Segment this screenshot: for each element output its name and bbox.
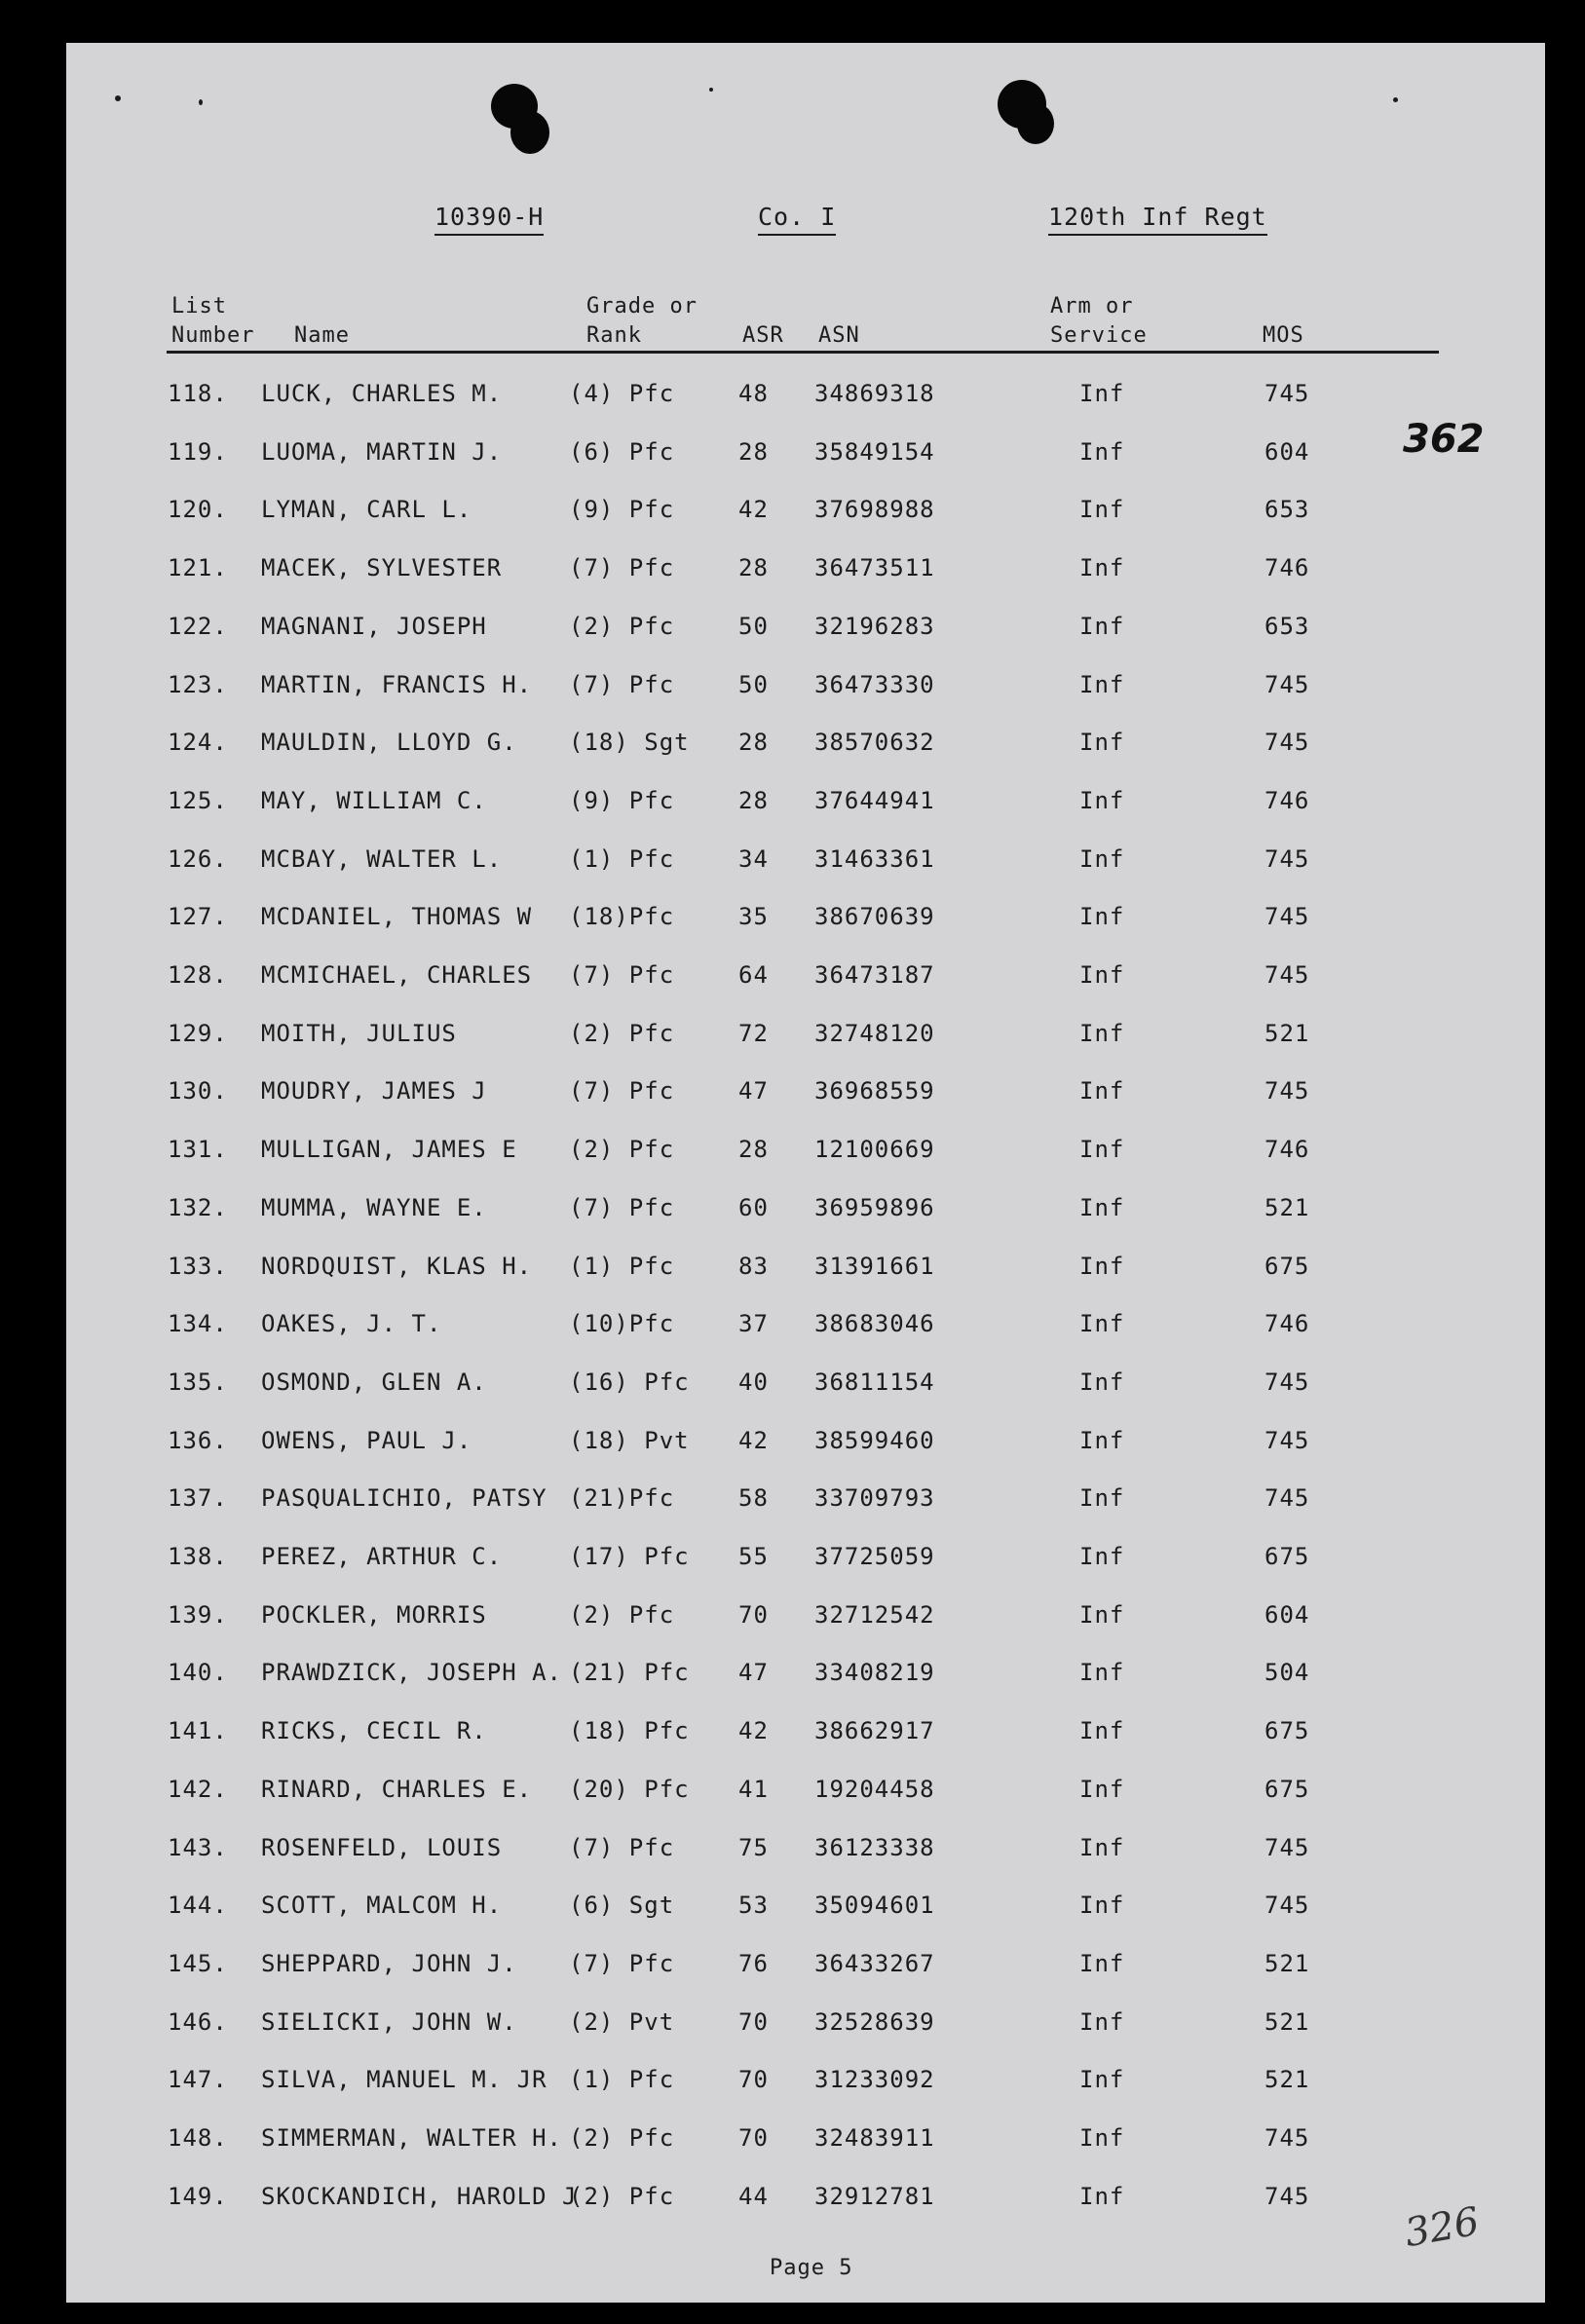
- cell-list-number: 145.: [168, 1949, 228, 1977]
- cell-list-number: 140.: [168, 1659, 228, 1687]
- cell-list-number: 146.: [168, 2007, 228, 2036]
- cell-name: MCMICHAEL, CHARLES: [261, 961, 533, 989]
- cell-name: SIELICKI, JOHN W.: [261, 2007, 517, 2036]
- cell-asr: 53: [738, 1892, 769, 1920]
- table-row: [0, 2066, 1585, 2105]
- cell-arm-service: Inf: [1079, 1426, 1125, 1454]
- speck: [199, 99, 203, 105]
- cell-mos: 675: [1264, 1543, 1310, 1570]
- cell-asr: 28: [738, 437, 769, 466]
- cell-mos: 745: [1264, 1484, 1310, 1513]
- cell-arm-service: Inf: [1079, 380, 1125, 407]
- col-list-number: List Number: [171, 294, 255, 348]
- table-row: [0, 1427, 1585, 1466]
- cell-name: MULLIGAN, JAMES E: [261, 1136, 517, 1164]
- cell-list-number: 135.: [168, 1368, 228, 1396]
- cell-asn: 31391661: [814, 1252, 935, 1280]
- cell-name: MACEK, SYLVESTER: [261, 554, 503, 582]
- table-row: [0, 845, 1585, 884]
- cell-asr: 41: [738, 1775, 769, 1803]
- cell-mos: 745: [1264, 1368, 1310, 1396]
- table-row: [0, 1892, 1585, 1930]
- table-row: [0, 1077, 1585, 1116]
- cell-mos: 745: [1264, 670, 1310, 698]
- cell-asn: 38683046: [814, 1310, 935, 1338]
- cell-arm-service: Inf: [1079, 1949, 1125, 1977]
- cell-mos: 653: [1264, 496, 1310, 524]
- cell-asn: 32912781: [814, 2182, 935, 2210]
- cell-grade: (18) Pfc: [569, 1717, 690, 1745]
- cell-asn: 36473330: [814, 670, 935, 698]
- cell-arm-service: Inf: [1079, 1543, 1125, 1570]
- cell-mos: 745: [1264, 1426, 1310, 1454]
- cell-arm-service: Inf: [1079, 1193, 1125, 1221]
- cell-arm-service: Inf: [1079, 612, 1125, 640]
- cell-arm-service: Inf: [1079, 2124, 1125, 2152]
- cell-mos: 745: [1264, 1833, 1310, 1861]
- cell-name: OSMOND, GLEN A.: [261, 1368, 487, 1396]
- cell-name: LYMAN, CARL L.: [261, 496, 472, 524]
- cell-asn: 32528639: [814, 2007, 935, 2036]
- cell-asn: 36433267: [814, 1949, 935, 1977]
- cell-asn: 36968559: [814, 1077, 935, 1106]
- cell-asr: 50: [738, 612, 769, 640]
- table-row: [0, 613, 1585, 652]
- cell-name: MARTIN, FRANCIS H.: [261, 670, 533, 698]
- cell-grade: (20) Pfc: [569, 1775, 690, 1803]
- cell-asn: 33408219: [814, 1659, 935, 1687]
- cell-grade: (17) Pfc: [569, 1543, 690, 1570]
- cell-asn: 31463361: [814, 844, 935, 873]
- table-row: [0, 1136, 1585, 1175]
- cell-grade: (2) Pfc: [569, 612, 675, 640]
- cell-list-number: 127.: [168, 903, 228, 931]
- table-row: [0, 2124, 1585, 2163]
- cell-mos: 746: [1264, 1310, 1310, 1338]
- table-row: [0, 1194, 1585, 1233]
- cell-asr: 42: [738, 496, 769, 524]
- cell-asr: 70: [738, 2066, 769, 2094]
- cell-asn: 36959896: [814, 1193, 935, 1221]
- cell-name: SCOTT, MALCOM H.: [261, 1892, 503, 1920]
- table-row: [0, 671, 1585, 710]
- cell-list-number: 125.: [168, 786, 228, 814]
- cell-grade: (4) Pfc: [569, 380, 675, 407]
- table-row: [0, 554, 1585, 593]
- cell-mos: 521: [1264, 2007, 1310, 2036]
- cell-grade: (7) Pfc: [569, 1833, 675, 1861]
- cell-arm-service: Inf: [1079, 2182, 1125, 2210]
- cell-list-number: 132.: [168, 1193, 228, 1221]
- cell-mos: 521: [1264, 1019, 1310, 1047]
- table-row: [0, 2183, 1585, 2222]
- col-asr: ASR: [742, 323, 784, 348]
- cell-asn: 34869318: [814, 380, 935, 407]
- cell-list-number: 149.: [168, 2182, 228, 2210]
- cell-mos: 675: [1264, 1717, 1310, 1745]
- speck: [709, 88, 713, 92]
- cell-asn: 37725059: [814, 1543, 935, 1570]
- cell-grade: (1) Pfc: [569, 1252, 675, 1280]
- cell-arm-service: Inf: [1079, 1775, 1125, 1803]
- cell-mos: 745: [1264, 961, 1310, 989]
- cell-name: NORDQUIST, KLAS H.: [261, 1252, 533, 1280]
- cell-name: SILVA, MANUEL M. JR: [261, 2066, 547, 2094]
- cell-arm-service: Inf: [1079, 1368, 1125, 1396]
- cell-asn: 38662917: [814, 1717, 935, 1745]
- page-footer: Page 5: [770, 2256, 853, 2280]
- cell-arm-service: Inf: [1079, 1484, 1125, 1513]
- table-row: [0, 1368, 1585, 1407]
- cell-name: MCDANIEL, THOMAS W: [261, 903, 533, 931]
- cell-grade: (7) Pfc: [569, 670, 675, 698]
- cell-grade: (7) Pfc: [569, 1193, 675, 1221]
- cell-name: MUMMA, WAYNE E.: [261, 1193, 487, 1221]
- cell-asn: 35094601: [814, 1892, 935, 1920]
- table-row: [0, 787, 1585, 826]
- cell-list-number: 118.: [168, 380, 228, 407]
- cell-asn: 19204458: [814, 1775, 935, 1803]
- cell-asr: 50: [738, 670, 769, 698]
- cell-list-number: 147.: [168, 2066, 228, 2094]
- cell-asr: 60: [738, 1193, 769, 1221]
- file-number: 10390-H: [434, 203, 544, 236]
- cell-arm-service: Inf: [1079, 786, 1125, 814]
- cell-name: ROSENFELD, LOUIS: [261, 1833, 503, 1861]
- cell-asr: 28: [738, 1136, 769, 1164]
- cell-arm-service: Inf: [1079, 496, 1125, 524]
- cell-list-number: 124.: [168, 729, 228, 757]
- cell-asn: 31233092: [814, 2066, 935, 2094]
- cell-arm-service: Inf: [1079, 1600, 1125, 1629]
- table-row: [0, 1834, 1585, 1873]
- cell-asr: 28: [738, 729, 769, 757]
- cell-list-number: 126.: [168, 844, 228, 873]
- cell-mos: 746: [1264, 1136, 1310, 1164]
- cell-grade: (6) Sgt: [569, 1892, 675, 1920]
- cell-list-number: 133.: [168, 1252, 228, 1280]
- table-row: [0, 1776, 1585, 1815]
- cell-arm-service: Inf: [1079, 2007, 1125, 2036]
- cell-asr: 40: [738, 1368, 769, 1396]
- cell-mos: 521: [1264, 1193, 1310, 1221]
- col-name: Name: [294, 323, 350, 348]
- cell-asn: 37698988: [814, 496, 935, 524]
- cell-grade: (7) Pfc: [569, 961, 675, 989]
- cell-list-number: 141.: [168, 1717, 228, 1745]
- cell-arm-service: Inf: [1079, 670, 1125, 698]
- cell-asr: 76: [738, 1949, 769, 1977]
- cell-list-number: 130.: [168, 1077, 228, 1106]
- cell-mos: 675: [1264, 1775, 1310, 1803]
- cell-asn: 37644941: [814, 786, 935, 814]
- table-row: [0, 496, 1585, 535]
- col-arm: Arm or Service: [1050, 294, 1148, 348]
- cell-asr: 55: [738, 1543, 769, 1570]
- table-row: [0, 380, 1585, 419]
- cell-asr: 83: [738, 1252, 769, 1280]
- table-row: [0, 1020, 1585, 1059]
- cell-mos: 745: [1264, 903, 1310, 931]
- cell-grade: (2) Pvt: [569, 2007, 675, 2036]
- cell-grade: (21) Pfc: [569, 1659, 690, 1687]
- cell-grade: (18) Pvt: [569, 1426, 690, 1454]
- table-row: [0, 2008, 1585, 2047]
- header-rule: [167, 351, 1439, 354]
- cell-grade: (7) Pfc: [569, 554, 675, 582]
- cell-mos: 745: [1264, 2124, 1310, 2152]
- cell-list-number: 138.: [168, 1543, 228, 1570]
- cell-name: MOITH, JULIUS: [261, 1019, 457, 1047]
- col-asn: ASN: [818, 323, 860, 348]
- cell-mos: 604: [1264, 437, 1310, 466]
- cell-name: SKOCKANDICH, HAROLD J: [261, 2182, 578, 2210]
- cell-list-number: 131.: [168, 1136, 228, 1164]
- cell-asr: 70: [738, 1600, 769, 1629]
- punch-hole-left-shadow: [510, 111, 549, 154]
- cell-asr: 28: [738, 786, 769, 814]
- table-row: [0, 1543, 1585, 1582]
- table-row: [0, 729, 1585, 768]
- cell-name: PRAWDZICK, JOSEPH A.: [261, 1659, 562, 1687]
- table-row: [0, 1310, 1585, 1349]
- cell-asr: 64: [738, 961, 769, 989]
- cell-grade: (2) Pfc: [569, 1019, 675, 1047]
- cell-arm-service: Inf: [1079, 1717, 1125, 1745]
- cell-grade: (21)Pfc: [569, 1484, 675, 1513]
- cell-arm-service: Inf: [1079, 1252, 1125, 1280]
- cell-arm-service: Inf: [1079, 1136, 1125, 1164]
- cell-asr: 48: [738, 380, 769, 407]
- cell-list-number: 142.: [168, 1775, 228, 1803]
- cell-asr: 70: [738, 2007, 769, 2036]
- cell-mos: 746: [1264, 786, 1310, 814]
- cell-name: MCBAY, WALTER L.: [261, 844, 503, 873]
- cell-list-number: 129.: [168, 1019, 228, 1047]
- cell-grade: (18) Sgt: [569, 729, 690, 757]
- cell-asr: 42: [738, 1717, 769, 1745]
- table-row: [0, 1950, 1585, 1989]
- cell-mos: 521: [1264, 2066, 1310, 2094]
- cell-name: PEREZ, ARTHUR C.: [261, 1543, 503, 1570]
- cell-arm-service: Inf: [1079, 729, 1125, 757]
- cell-arm-service: Inf: [1079, 1659, 1125, 1687]
- table-row: [0, 903, 1585, 942]
- table-row: [0, 1659, 1585, 1698]
- cell-arm-service: Inf: [1079, 1892, 1125, 1920]
- cell-name: RICKS, CECIL R.: [261, 1717, 487, 1745]
- cell-mos: 745: [1264, 844, 1310, 873]
- cell-asr: 37: [738, 1310, 769, 1338]
- cell-asn: 36123338: [814, 1833, 935, 1861]
- cell-grade: (9) Pfc: [569, 496, 675, 524]
- cell-asn: 12100669: [814, 1136, 935, 1164]
- cell-grade: (2) Pfc: [569, 2182, 675, 2210]
- table-row: [0, 1253, 1585, 1292]
- cell-mos: 745: [1264, 1077, 1310, 1106]
- cell-arm-service: Inf: [1079, 554, 1125, 582]
- cell-list-number: 123.: [168, 670, 228, 698]
- cell-mos: 745: [1264, 380, 1310, 407]
- cell-grade: (7) Pfc: [569, 1077, 675, 1106]
- cell-name: LUOMA, MARTIN J.: [261, 437, 503, 466]
- cell-asn: 38570632: [814, 729, 935, 757]
- cell-asr: 47: [738, 1659, 769, 1687]
- cell-asn: 36473187: [814, 961, 935, 989]
- cell-mos: 745: [1264, 729, 1310, 757]
- cell-name: SHEPPARD, JOHN J.: [261, 1949, 517, 1977]
- table-row: [0, 1484, 1585, 1523]
- cell-list-number: 120.: [168, 496, 228, 524]
- cell-name: MAGNANI, JOSEPH: [261, 612, 487, 640]
- cell-name: SIMMERMAN, WALTER H.: [261, 2124, 562, 2152]
- cell-asr: 75: [738, 1833, 769, 1861]
- cell-asr: 47: [738, 1077, 769, 1106]
- cell-list-number: 139.: [168, 1600, 228, 1629]
- cell-asn: 32748120: [814, 1019, 935, 1047]
- cell-name: MAY, WILLIAM C.: [261, 786, 487, 814]
- cell-asn: 38599460: [814, 1426, 935, 1454]
- cell-asr: 42: [738, 1426, 769, 1454]
- cell-list-number: 119.: [168, 437, 228, 466]
- cell-grade: (1) Pfc: [569, 844, 675, 873]
- cell-mos: 745: [1264, 1892, 1310, 1920]
- cell-asr: 58: [738, 1484, 769, 1513]
- cell-grade: (6) Pfc: [569, 437, 675, 466]
- cell-mos: 504: [1264, 1659, 1310, 1687]
- cell-grade: (7) Pfc: [569, 1949, 675, 1977]
- margin-number: 362: [1403, 417, 1485, 462]
- cell-name: MOUDRY, JAMES J: [261, 1077, 487, 1106]
- cell-name: PASQUALICHIO, PATSY: [261, 1484, 547, 1513]
- cell-asn: 36473511: [814, 554, 935, 582]
- speck: [1393, 97, 1398, 102]
- cell-name: POCKLER, MORRIS: [261, 1600, 487, 1629]
- cell-list-number: 148.: [168, 2124, 228, 2152]
- cell-name: LUCK, CHARLES M.: [261, 380, 503, 407]
- company: Co. I: [758, 203, 836, 236]
- cell-asr: 34: [738, 844, 769, 873]
- cell-mos: 745: [1264, 2182, 1310, 2210]
- cell-asr: 28: [738, 554, 769, 582]
- cell-grade: (18)Pfc: [569, 903, 675, 931]
- cell-list-number: 136.: [168, 1426, 228, 1454]
- table-row: [0, 438, 1585, 477]
- cell-arm-service: Inf: [1079, 1019, 1125, 1047]
- cell-mos: 675: [1264, 1252, 1310, 1280]
- cell-list-number: 134.: [168, 1310, 228, 1338]
- cell-arm-service: Inf: [1079, 437, 1125, 466]
- cell-list-number: 143.: [168, 1833, 228, 1861]
- cell-grade: (10)Pfc: [569, 1310, 675, 1338]
- cell-name: OWENS, PAUL J.: [261, 1426, 472, 1454]
- cell-arm-service: Inf: [1079, 1833, 1125, 1861]
- table-row: [0, 1601, 1585, 1640]
- punch-hole-right-shadow: [1017, 103, 1054, 144]
- cell-arm-service: Inf: [1079, 961, 1125, 989]
- cell-list-number: 128.: [168, 961, 228, 989]
- cell-asn: 32712542: [814, 1600, 935, 1629]
- cell-asn: 33709793: [814, 1484, 935, 1513]
- cell-mos: 604: [1264, 1600, 1310, 1629]
- table-row: [0, 1717, 1585, 1756]
- cell-list-number: 144.: [168, 1892, 228, 1920]
- cell-name: MAULDIN, LLOYD G.: [261, 729, 517, 757]
- cell-name: OAKES, J. T.: [261, 1310, 442, 1338]
- cell-arm-service: Inf: [1079, 2066, 1125, 2094]
- cell-asn: 32196283: [814, 612, 935, 640]
- cell-grade: (16) Pfc: [569, 1368, 690, 1396]
- cell-asr: 72: [738, 1019, 769, 1047]
- col-grade: Grade or Rank: [586, 294, 698, 348]
- col-mos: MOS: [1263, 323, 1304, 348]
- cell-name: RINARD, CHARLES E.: [261, 1775, 533, 1803]
- speck: [115, 95, 121, 101]
- cell-grade: (9) Pfc: [569, 786, 675, 814]
- cell-asn: 32483911: [814, 2124, 935, 2152]
- table-row: [0, 961, 1585, 1000]
- cell-grade: (1) Pfc: [569, 2066, 675, 2094]
- handwritten-note: 326: [1401, 2198, 1483, 2257]
- cell-asn: 35849154: [814, 437, 935, 466]
- cell-arm-service: Inf: [1079, 1310, 1125, 1338]
- cell-list-number: 122.: [168, 612, 228, 640]
- cell-list-number: 121.: [168, 554, 228, 582]
- cell-arm-service: Inf: [1079, 844, 1125, 873]
- cell-grade: (2) Pfc: [569, 1600, 675, 1629]
- cell-mos: 746: [1264, 554, 1310, 582]
- cell-mos: 521: [1264, 1949, 1310, 1977]
- cell-asr: 35: [738, 903, 769, 931]
- cell-list-number: 137.: [168, 1484, 228, 1513]
- regiment: 120th Inf Regt: [1048, 203, 1267, 236]
- cell-asn: 38670639: [814, 903, 935, 931]
- cell-grade: (2) Pfc: [569, 2124, 675, 2152]
- cell-asr: 70: [738, 2124, 769, 2152]
- cell-asn: 36811154: [814, 1368, 935, 1396]
- cell-arm-service: Inf: [1079, 1077, 1125, 1106]
- cell-asr: 44: [738, 2182, 769, 2210]
- cell-grade: (2) Pfc: [569, 1136, 675, 1164]
- cell-arm-service: Inf: [1079, 903, 1125, 931]
- cell-mos: 653: [1264, 612, 1310, 640]
